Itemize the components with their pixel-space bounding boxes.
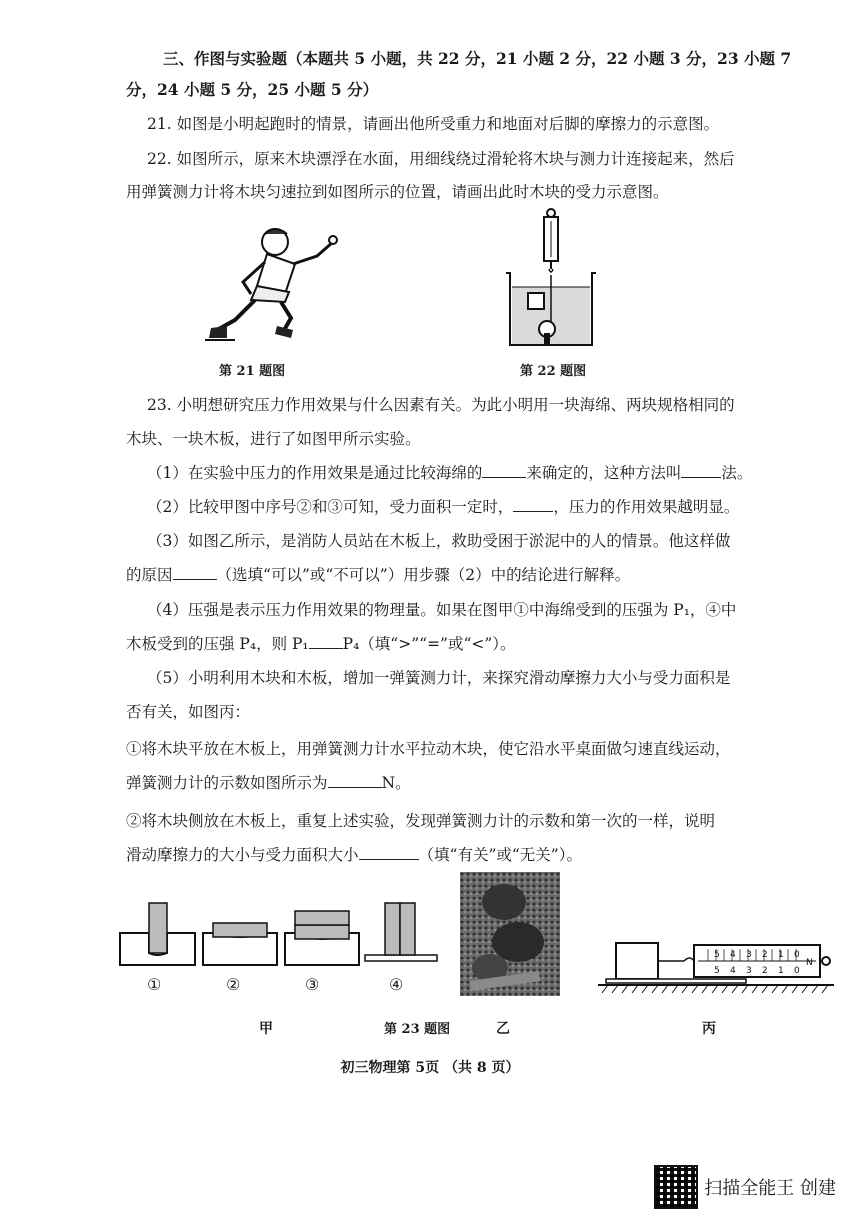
answer-blank-5[interactable] [309,633,343,649]
figure-23-caption: 第 23 题图 [384,1022,451,1037]
question-22-line2: 用弹簧测力计将木块匀速拉到如图所示的位置，请画出此时木块的受力示意图。 [126,183,669,201]
part2-text-b: ，压力的作用效果越明显。 [553,498,740,516]
label-3: ③ [305,975,320,994]
scale-top-3: 3 [746,950,752,960]
part1-text-b: 来确定的，这种方法叫 [526,464,682,482]
scanner-watermark [654,1165,836,1209]
question-23-part1 [147,462,752,484]
step1-text-b: N。 [381,774,411,792]
runner-figure [205,220,345,350]
question-23-part4-line2 [126,633,516,655]
answer-blank-7[interactable] [359,844,419,860]
question-23-part2 [147,496,739,518]
rescue-photo [460,872,560,996]
part1-text-c: 法。 [721,464,753,482]
answer-blank-2[interactable] [681,462,721,478]
scale-top-4: 4 [730,950,736,960]
scale-top-0: 0 [794,950,800,960]
watermark-text: 扫描全能王 创建 [704,1178,836,1199]
question-23-step1-line2 [126,772,411,794]
part4-text-a: 木板受到的压强 P₄，则 P₁ [126,635,309,653]
answer-blank-6[interactable] [328,772,382,788]
figure-21-caption: 第 21 题图 [219,364,286,379]
question-21: 21. 如图是小明起跑时的情景，请画出他所受重力和地面对后脚的摩擦力的示意图。 [147,115,720,133]
label-2: ② [226,975,241,994]
qr-code-icon [654,1165,698,1209]
question-23-intro1: 23. 小明想研究压力作用效果与什么因素有关。为此小明用一块海绵、两块规格相同的 [147,396,735,414]
question-23-part5-line2: 否有关，如图丙： [126,703,251,721]
question-23-part3-line2 [126,564,630,586]
question-23-part3-line1: （3）如图乙所示，是消防人员站在木板上，救助受困于淤泥中的人的情景。他这样做 [147,532,731,550]
question-23-part4-line1: （4）压强是表示压力作用效果的物理量。如果在图甲①中海绵受到的压强为 P₁，④中 [147,601,737,619]
question-23-intro2: 木块、一块木板，进行了如图甲所示实验。 [126,430,421,448]
scale-bottom-0: 0 [794,966,800,976]
figure-22-caption: 第 22 题图 [520,364,587,379]
step2-text-b: （填“有关”或“无关”）。 [418,846,582,864]
scale-bottom-4: 4 [730,966,736,976]
scale-top-2: 2 [762,950,768,960]
step1-text-a: 弹簧测力计的示数如图所示为 [126,774,328,792]
answer-blank-3[interactable] [513,496,553,512]
section-heading-cont: 分，24 小题 5 分，25 小题 5 分） [126,80,379,99]
question-22-line1: 22. 如图所示，原来木块漂浮在水面，用细线绕过滑轮将木块与测力计连接起来，然后 [147,150,735,168]
page-footer: 初三物理第 5页 （共 8 页） [340,1060,520,1076]
answer-blank-4[interactable] [173,564,217,580]
section-heading: 三、作图与实验题（本题共 5 小题，共 22 分，21 小题 2 分，22 小题 3 分，23 小题 7 [163,49,792,68]
label-bing: 丙 [702,1021,716,1037]
spring-scale-figure [598,935,836,997]
step2-text-a: 滑动摩擦力的大小与受力面积大小 [126,846,359,864]
label-jia: 甲 [259,1021,273,1037]
scale-bottom-2: 2 [762,966,768,976]
question-23-step2-line2 [126,844,582,866]
scale-bottom-3: 3 [746,966,752,976]
scale-bottom-1: 1 [778,966,784,976]
label-4: ④ [389,975,404,994]
label-yi: 乙 [496,1021,510,1037]
part3-text-a: 的原因 [126,566,173,584]
question-23-step2-line1: ②将木块侧放在木板上，重复上述实验，发现弹簧测力计的示数和第一次的一样，说明 [126,812,716,830]
question-23-part5-line1: （5）小明利用木块和木板，增加一弹簧测力计，来探究滑动摩擦力大小与受力面积是 [147,669,731,687]
sponge-experiment-figure [115,895,445,975]
part4-text-b: P₄（填“>”“=”或“<”）。 [342,635,516,653]
part1-text-a: （1）在实验中压力的作用效果是通过比较海绵的 [147,464,483,482]
label-1: ① [147,975,162,994]
part2-text-a: （2）比较甲图中序号②和③可知，受力面积一定时， [147,498,514,516]
part3-text-b: （选填“可以”或“不可以”）用步骤（2）中的结论进行解释。 [216,566,631,584]
question-23-step1-line1: ①将木块平放在木板上，用弹簧测力计水平拉动木块，使它沿水平桌面做匀速直线运动， [126,740,731,758]
beaker-pulley-figure [500,205,600,355]
scale-bottom-5: 5 [714,966,720,976]
scale-top-1: 1 [778,950,784,960]
scale-unit: N [806,958,813,968]
scale-top-5: 5 [714,950,720,960]
answer-blank-1[interactable] [482,462,526,478]
